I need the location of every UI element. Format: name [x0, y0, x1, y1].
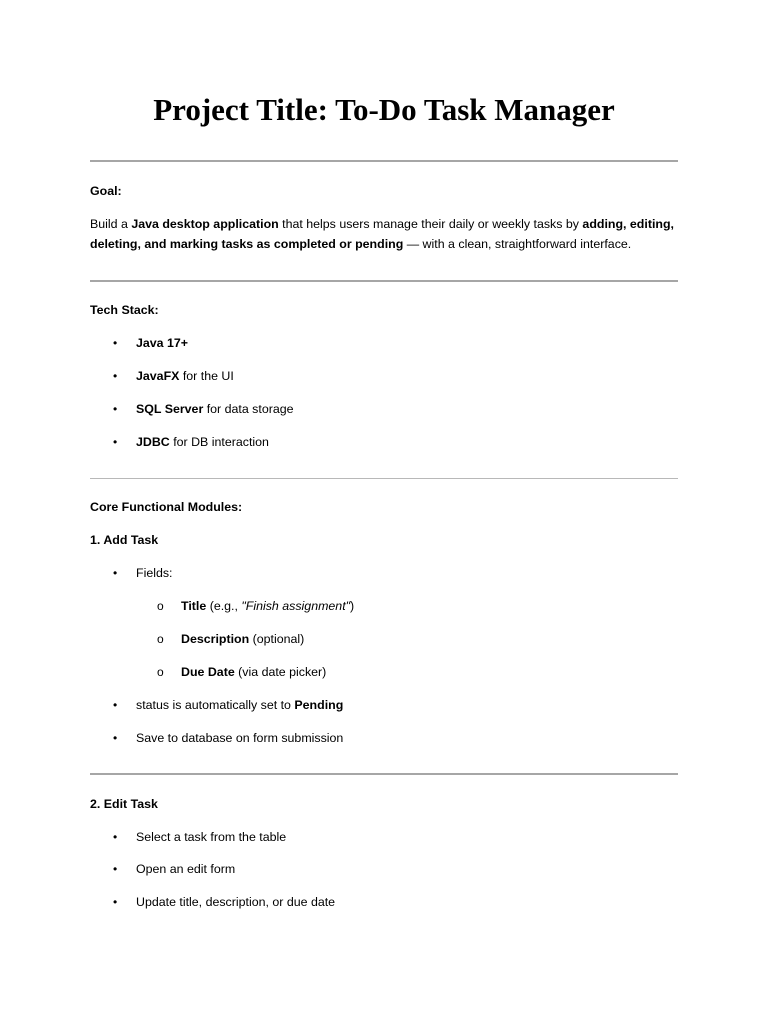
item-italic: "Finish assignment" — [241, 599, 351, 613]
list-item — [136, 400, 294, 418]
goal-text: — with a clean, straightforward interface. — [403, 237, 632, 251]
item-text: for DB interaction — [169, 435, 269, 449]
bullet-icon: • — [113, 731, 118, 745]
item-bold: Pending — [294, 698, 344, 712]
goal-text: that helps users manage their daily or weekly tasks by — [278, 217, 583, 231]
divider — [90, 160, 678, 162]
item-text: (via date picker) — [234, 665, 327, 679]
item-text: ) — [350, 599, 355, 613]
goal-bold: adding, editing, — [582, 217, 674, 231]
bullet-icon: • — [113, 336, 118, 350]
list-item: Open an edit form — [136, 862, 236, 876]
list-item: Update title, description, or due date — [136, 895, 336, 909]
page-title: Project Title: To-Do Task Manager — [153, 92, 615, 127]
list-item — [136, 367, 234, 385]
bullet-icon: • — [113, 369, 118, 383]
item-bold: Java 17+ — [136, 336, 189, 350]
sub-list-item — [181, 630, 304, 648]
item-bold: SQL Server — [136, 402, 204, 416]
list-item — [136, 433, 269, 451]
item-text: status is automatically set to — [136, 698, 295, 712]
bullet-icon: • — [113, 895, 118, 909]
divider — [90, 478, 678, 479]
item-bold: JavaFX — [136, 369, 180, 383]
goal-text: Build a — [90, 217, 132, 231]
item-text: for the UI — [179, 369, 234, 383]
item-bold: JDBC — [136, 435, 170, 449]
bullet-icon: • — [113, 566, 118, 580]
divider — [90, 773, 678, 775]
divider — [90, 280, 678, 282]
list-item: Save to database on form submission — [136, 731, 344, 745]
item-bold: Title — [181, 599, 207, 613]
tech-stack-heading: Tech Stack: — [90, 303, 159, 317]
list-item — [136, 696, 343, 714]
goal-line-1 — [90, 215, 674, 233]
edit-task-heading: 2. Edit Task — [90, 797, 158, 811]
sub-list-item — [181, 663, 326, 681]
item-bold: Description — [181, 632, 250, 646]
bullet-icon: • — [113, 435, 118, 449]
goal-heading: Goal: — [90, 184, 122, 198]
item-text: (optional) — [249, 632, 305, 646]
bullet-icon: • — [113, 402, 118, 416]
goal-bold: Java desktop application — [131, 217, 279, 231]
bullet-icon: • — [113, 862, 118, 876]
goal-line-2 — [90, 235, 631, 253]
list-item: Select a task from the table — [136, 830, 287, 844]
bullet-icon: • — [113, 698, 118, 712]
goal-bold: deleting, and marking tasks as completed or pending — [90, 237, 404, 251]
item-text: for data storage — [203, 402, 294, 416]
list-item — [136, 334, 188, 352]
circle-bullet-icon: o — [157, 599, 164, 613]
bullet-icon: • — [113, 830, 118, 844]
item-bold: Due Date — [181, 665, 235, 679]
list-item: Fields: — [136, 566, 173, 580]
circle-bullet-icon: o — [157, 665, 164, 679]
circle-bullet-icon: o — [157, 632, 164, 646]
add-task-heading: 1. Add Task — [90, 533, 159, 547]
core-modules-heading: Core Functional Modules: — [90, 500, 243, 514]
sub-list-item — [181, 597, 354, 615]
item-text: (e.g., — [206, 599, 242, 613]
